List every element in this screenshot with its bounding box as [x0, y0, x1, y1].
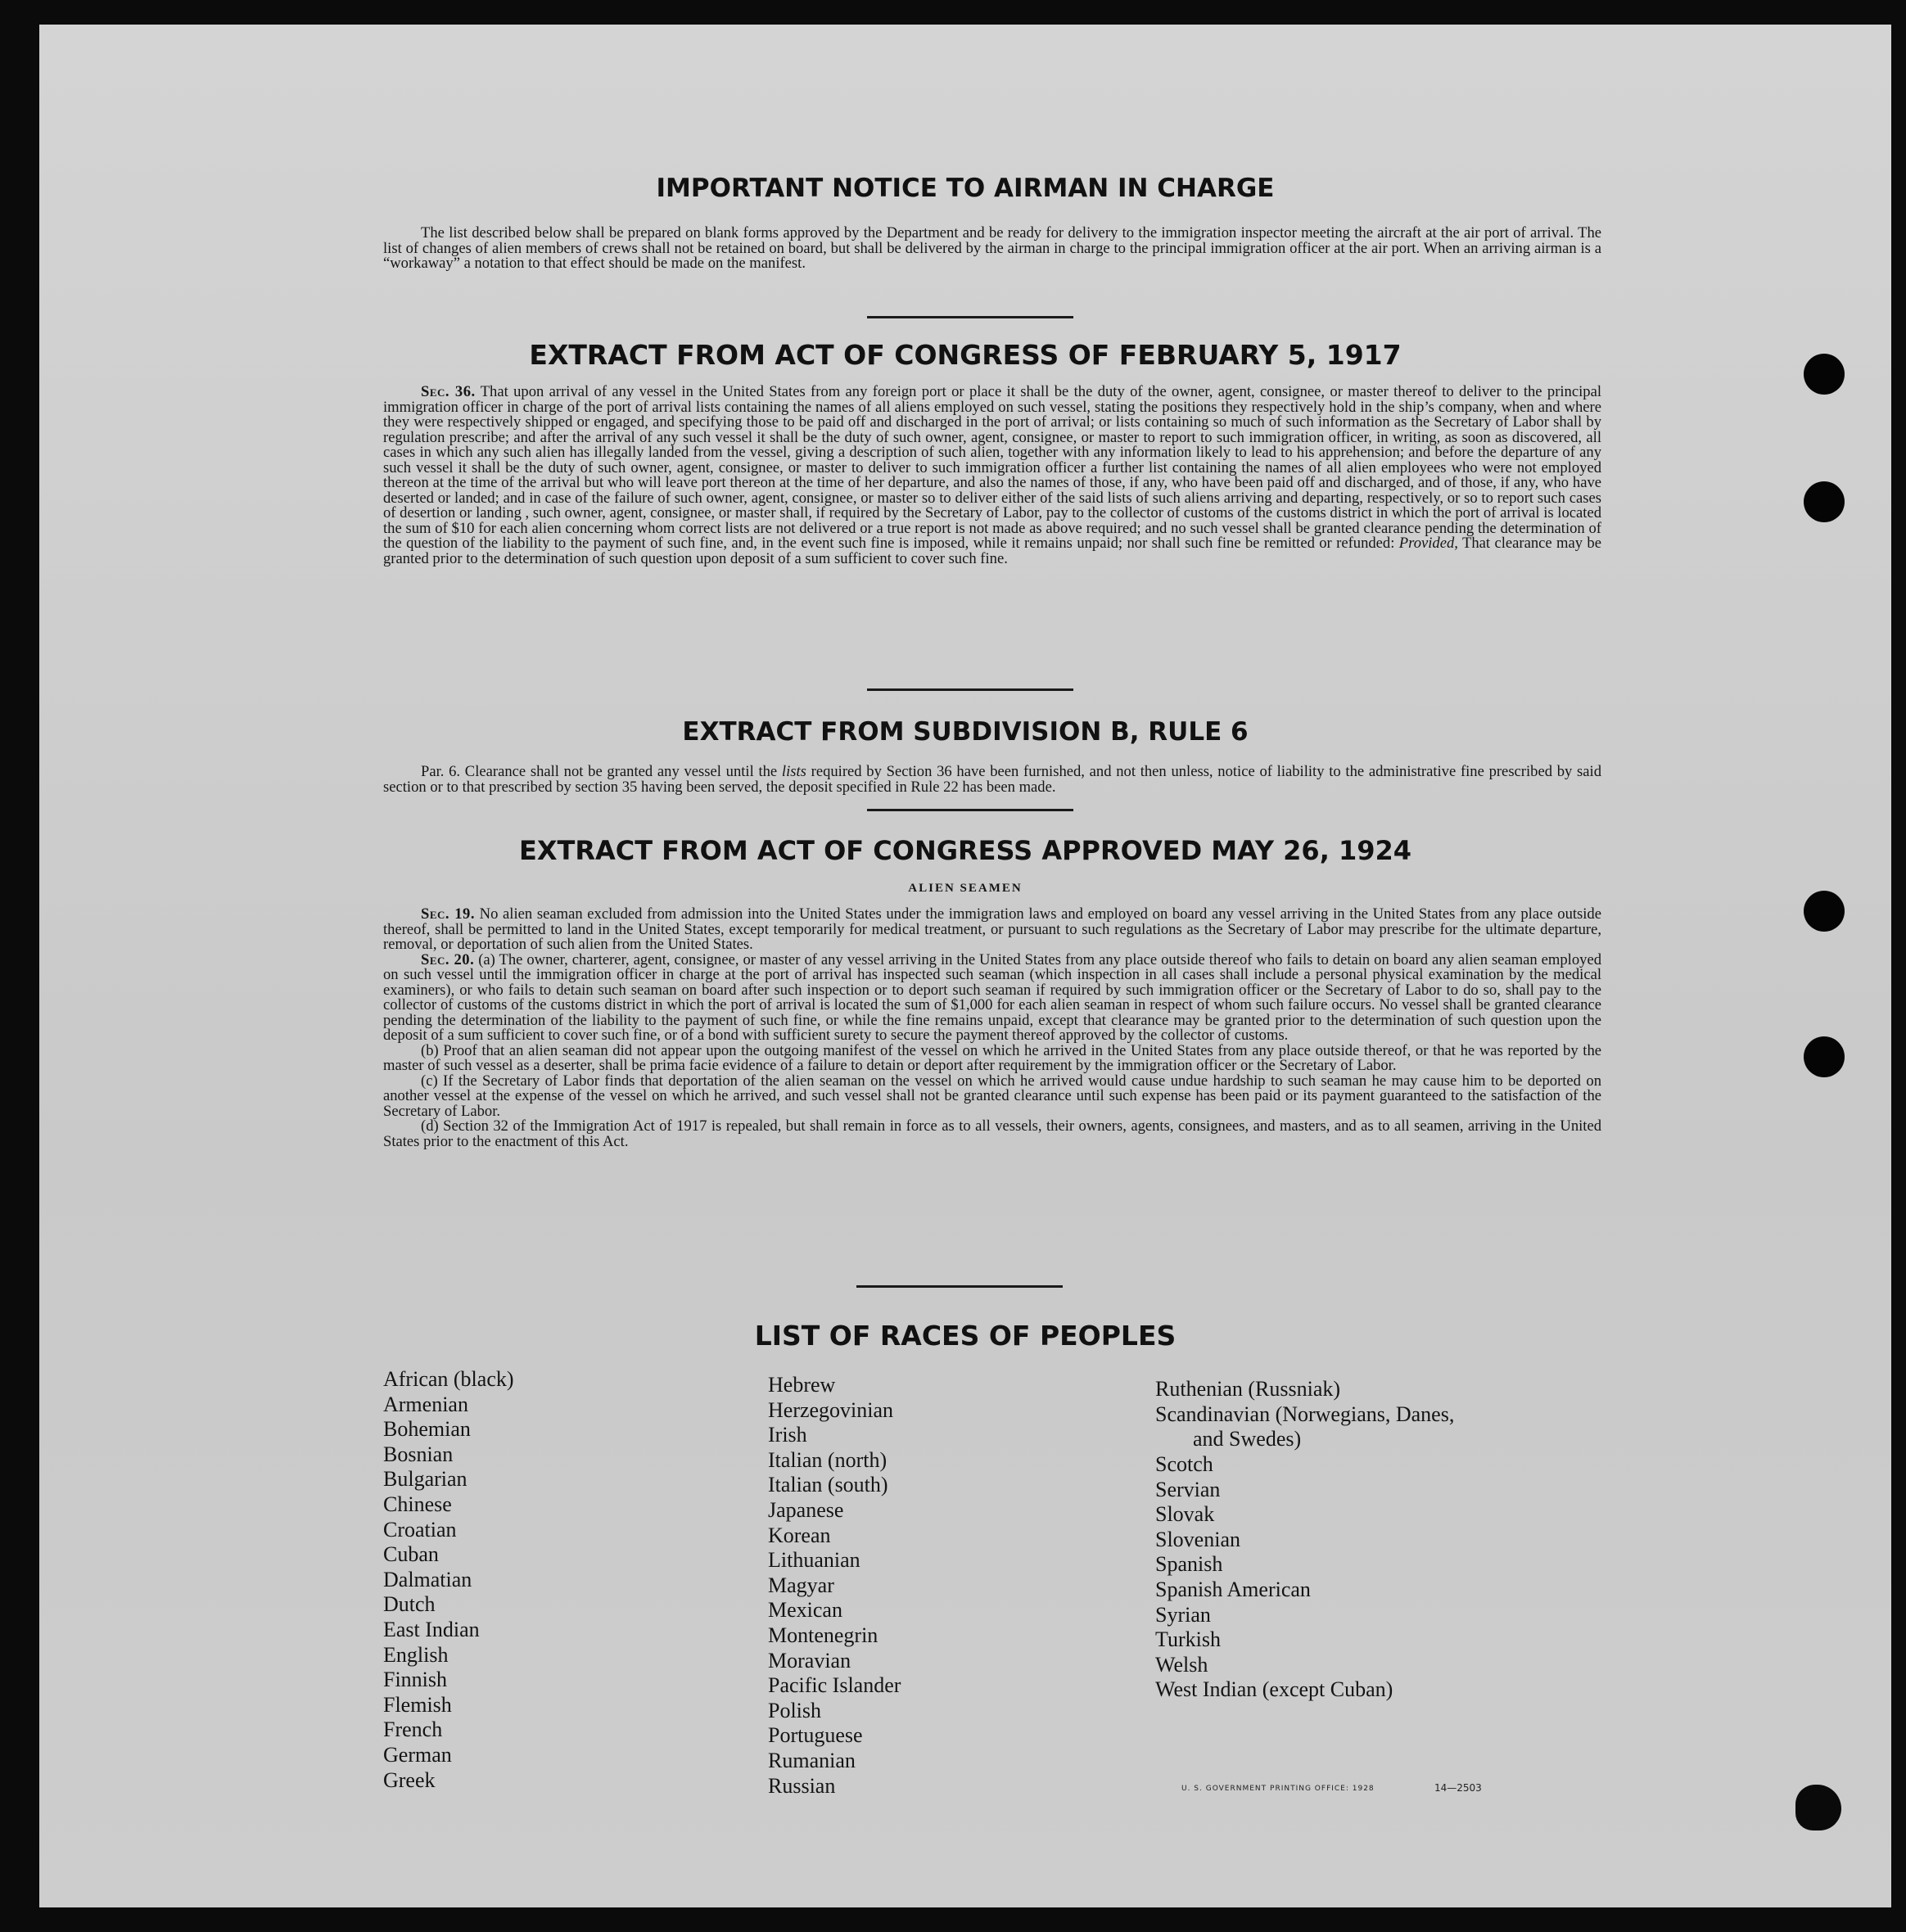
- section-divider: [867, 688, 1073, 691]
- form-number: 14—2503: [1434, 1782, 1482, 1794]
- act-1917-body: [383, 385, 1601, 567]
- race-item: French: [383, 1718, 443, 1742]
- lists-word: lists: [781, 763, 806, 780]
- sec-36-text-end: That clearance may be granted prior to the determination of such question upon deposit of a sum sufficient to cover such fine.: [383, 535, 1601, 567]
- sec-20-label: Sec. 20.: [421, 950, 475, 968]
- notice-paragraph: The list described below shall be prepared on blank forms approved by the Department and be ready for delivery to the immigration inspector meeting the aircraft at the air port of arrival. The list of changes of alien members of crews shall not be retained on board, but shall be delivered by the airman in charge to the principal immigration officer at the air port. When an arriving airman is a “workaway” a notation to that effect should be made on the manifest.: [383, 224, 1601, 272]
- par-6-text-end: required by Section 36 have been furnished, and not then unless, notice of liability to the administrative fine prescribed by said section or to that prescribed by section 35 having been served, the deposit specified in Rule 22 has been made.: [383, 763, 1601, 796]
- race-item: [1155, 1402, 1454, 1452]
- race-item: Bohemian: [383, 1417, 471, 1442]
- race-item: Spanish: [1155, 1552, 1223, 1577]
- par-6-text: Par. 6. Clearance shall not be granted any vessel until the: [421, 763, 778, 780]
- race-item: Slovenian: [1155, 1527, 1240, 1551]
- races-column-3-continued: [1155, 1452, 1393, 1703]
- notice-body: [383, 226, 1601, 272]
- sec-19-paragraph: [383, 907, 1601, 953]
- par-6-paragraph: [383, 765, 1601, 795]
- race-item: Croatian: [383, 1517, 457, 1542]
- race-item-line: Scandinavian (Norwegians, Danes,: [1155, 1402, 1455, 1426]
- race-item: Dutch: [383, 1592, 436, 1617]
- race-item: English: [383, 1642, 449, 1667]
- race-item: Greek: [383, 1767, 436, 1792]
- race-item: Montenegrin: [768, 1623, 878, 1647]
- race-item: Magyar: [768, 1573, 834, 1597]
- race-item: Bosnian: [383, 1442, 454, 1466]
- race-item: East Indian: [383, 1617, 480, 1641]
- sec-20c-paragraph: (c) If the Secretary of Labor finds that deportation of the alien seaman on the vessel on which he arrived would cause undue hardship to such seaman he may cause him to be deported on another vessel at the expense of the vessel on which he arrived, and such vessel shall not be granted clearance until such expense has been paid or its payment guaranteed to the satisfaction of the Secretary of Labor.: [383, 1072, 1601, 1120]
- section-divider: [867, 809, 1073, 811]
- race-item: Ruthenian (Russniak): [1155, 1377, 1341, 1401]
- races-column-1: [383, 1367, 514, 1793]
- race-item: Lithuanian: [768, 1548, 860, 1573]
- act-1917-title: EXTRACT FROM ACT OF CONGRESS OF FEBRUARY 5, 1917: [529, 339, 1402, 371]
- rule-6-body: [383, 765, 1601, 795]
- race-item: Slovak: [1155, 1502, 1215, 1527]
- race-item: Polish: [768, 1698, 822, 1722]
- race-item: West Indian (except Cuban): [1155, 1677, 1393, 1702]
- sec-36-label: Sec. 36.: [421, 383, 476, 400]
- race-item: Portuguese: [768, 1723, 863, 1748]
- sec-19-text: No alien seaman excluded from admission into the United States under the immigration laws and employed on board any vessel arriving in the United States from any place outside thereof, shall be permitted to land in the United States, except temporarily for medical treatment, or pursuant to such regulations as the Secretary of Labor may prescribe for the ultimate departure, removal, or deportation of such alien from the United States.: [383, 905, 1601, 953]
- sec-20b-paragraph: (b) Proof that an alien seaman did not appear upon the outgoing manifest of the vessel on which he arrived in the United States from any place outside thereof, or that he was reported by the master of such vessel as a deserter, shall be prima facie evidence of a failure to detain or deport after requirement by the immigration officer or the Secretary of Labor.: [383, 1041, 1601, 1074]
- race-item: Moravian: [768, 1648, 851, 1672]
- document-content: [39, 25, 1891, 1907]
- section-divider: [867, 316, 1073, 318]
- race-item: Korean: [768, 1523, 831, 1547]
- sec-20a-text: (a) The owner, charterer, agent, consignee, or master of any vessel arriving in the United States from any place outside thereof who fails to detain on board any alien seaman employed on such vessel until the immigration officer in charge at the port of arrival has inspected such seaman (which inspection in all cases shall include a personal physical examination by the medical examiners), or who fails to detain such seaman on board after such inspection or to deport such seaman if required by such immigration officer or the Secretary of Labor to do so, shall pay to the collector of customs of the customs district in which the port of arrival is located the sum of $1,000 for each alien seaman in respect of whom such failure occurs. No vessel shall be granted clearance pending the determination of the liability to the payment of such fine, or while the fine remains unpaid, except that clearance may be granted prior to the determination of such question upon the deposit of a sum sufficient to cover such fine, or of a bond with sufficient surety to secure the payment thereof approved by the collector of customs.: [383, 950, 1601, 1044]
- alien-seamen-subtitle: ALIEN SEAMEN: [908, 882, 1023, 895]
- race-item: Spanish American: [1155, 1577, 1311, 1601]
- races-column-3: [1155, 1377, 1454, 1452]
- races-column-2: [768, 1373, 901, 1799]
- race-item: Armenian: [383, 1392, 468, 1416]
- race-item: Rumanian: [768, 1748, 856, 1772]
- provided-word: Provided,: [1398, 535, 1458, 552]
- race-item: Bulgarian: [383, 1467, 467, 1492]
- notice-title: IMPORTANT NOTICE TO AIRMAN IN CHARGE: [656, 174, 1275, 203]
- race-item: Syrian: [1155, 1602, 1211, 1627]
- race-item: Servian: [1155, 1477, 1221, 1501]
- section-divider: [856, 1285, 1063, 1288]
- sec-20d-paragraph: (d) Section 32 of the Immigration Act of 1917 is repealed, but shall remain in force as to all vessels, their owners, agents, consignees, and masters, and as to all seamen, arriving in the United States prior to the enactment of this Act.: [383, 1117, 1601, 1150]
- race-item: Mexican: [768, 1598, 842, 1623]
- act-1924-body: [383, 907, 1601, 1149]
- race-item: Russian: [768, 1773, 836, 1798]
- scanned-document-page: [39, 25, 1891, 1907]
- race-item: Welsh: [1155, 1652, 1208, 1677]
- race-item: German: [383, 1742, 452, 1767]
- sec-36-paragraph: [383, 385, 1601, 567]
- race-item: Flemish: [383, 1692, 452, 1717]
- race-item: Herzegovinian: [768, 1397, 894, 1422]
- race-item: Pacific Islander: [768, 1673, 901, 1698]
- race-item: Italian (south): [768, 1473, 888, 1497]
- race-item: Cuban: [383, 1542, 439, 1567]
- sec-20a-paragraph: [383, 950, 1601, 1044]
- races-title: LIST OF RACES OF PEOPLES: [754, 1320, 1177, 1352]
- race-item: Hebrew: [768, 1373, 836, 1397]
- act-1924-title: EXTRACT FROM ACT OF CONGRESS APPROVED MAY 26, 1924: [518, 835, 1412, 866]
- race-item: Finnish: [383, 1668, 448, 1692]
- rule-6-title: EXTRACT FROM SUBDIVISION B, RULE 6: [682, 717, 1249, 747]
- race-item: Irish: [768, 1423, 807, 1447]
- printing-office-imprint: U. S. GOVERNMENT PRINTING OFFICE: 1928: [1181, 1785, 1375, 1793]
- race-item: Dalmatian: [383, 1567, 472, 1591]
- sec-36-text: That upon arrival of any vessel in the United States from any foreign port or place it shall be the duty of the owner, agent, consignee, or master thereof to deliver to the principal immigration officer in charge of the port of arrival lists containing the names of all aliens employed on such vessel, stating the positions they respectively hold in the ship’s company, when and where they were respectively shipped or engaged, and specifying those to be paid off and discharged in the port of arrival; or lists containing so much of such information as the Secretary of Labor shall by regulation prescribe; and after the arrival of any such vessel it shall be the duty of such owner, agent, consignee, or master to report to such immigration officer, in writing, as soon as discovered, all cases in which any such alien has illegally landed from the vessel, giving a description of such alien, together with any information likely to lead to his apprehension; and before the departure of any such vessel it shall be the duty of such owner, agent, consignee, or master to deliver to such immigration officer a further list containing the names of all alien employees who were not employed thereon at the time of the arrival but who will leave port thereon at the time of her departure, and also the names of those, if any, who have been paid off and discharged, and of those, if any, who have deserted or landed; and in case of the failure of such owner, agent, consignee, or master so to deliver either of the said lists of such aliens arriving and departing, respectively, or so to report such cases of desertion or landing , such owner, agent, consignee, or master shall, if required by the Secretary of Labor, pay to the collector of customs of the customs district in which the port of arrival is located the sum of $10 for each alien concerning whom correct lists are not delivered or a true report is not made as above required; and no such vessel shall be granted clearance pending the determination of the question of the liability to the payment of such fine, and, in the event such fine is imposed, while it remains unpaid; nor shall such fine be remitted or refunded:: [383, 383, 1601, 552]
- race-item: African (black): [383, 1367, 514, 1391]
- race-item-line: and Swedes): [1193, 1427, 1302, 1451]
- race-item: Chinese: [383, 1492, 452, 1516]
- race-item: Italian (north): [768, 1447, 888, 1472]
- race-item: Scotch: [1155, 1452, 1213, 1476]
- race-item: Japanese: [768, 1497, 844, 1522]
- race-item: Turkish: [1155, 1627, 1221, 1652]
- sec-19-label: Sec. 19.: [421, 905, 475, 923]
